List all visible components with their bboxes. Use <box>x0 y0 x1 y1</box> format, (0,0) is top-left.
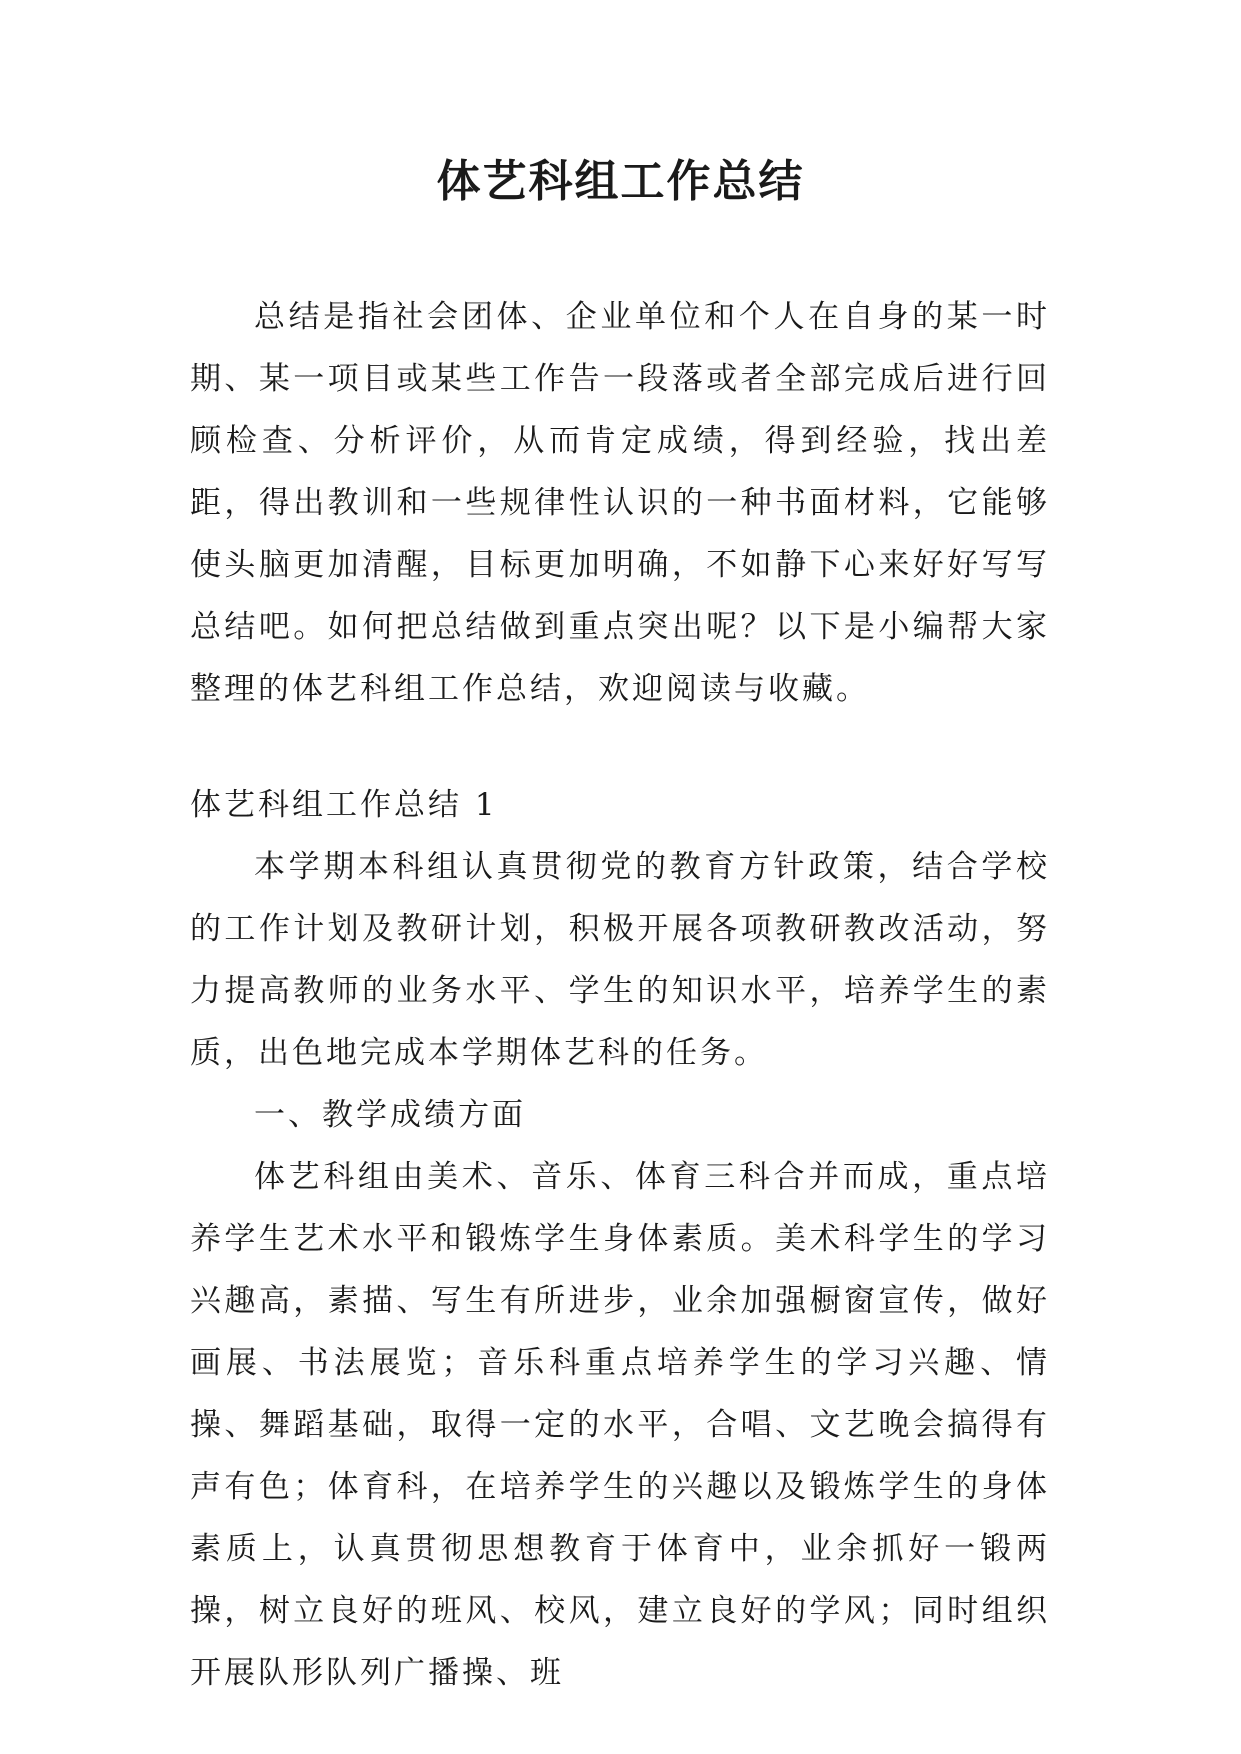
section-gap <box>190 720 1050 774</box>
document-title: 体艺科组工作总结 <box>436 156 805 207</box>
intro-paragraph: 总结是指社会团体、企业单位和个人在自身的某一时期、某一项目或某些工作告一段落或者全部完成后进行回顾检查、分析评价，从而肯定成绩，得到经验，找出差距，得出教训和一些规律性认识的一种书面材料，它能够使头脑更加清醒，目标更加明确，不如静下心来好好写写总结吧。如何把总结做到重点突出呢？以下是小编帮大家整理的体艺科组工作总结，欢迎阅读与收藏。 <box>190 299 1050 707</box>
document-body <box>190 286 1050 1704</box>
paragraph-2: 体艺科组由美术、音乐、体育三科合并而成，重点培养学生艺术水平和锻炼学生身体素质。美术科学生的学习兴趣高，素描、写生有所进步，业余加强橱窗宣传，做好画展、书法展览；音乐科重点培养学生的学习兴趣、情操、舞蹈基础，取得一定的水平，合唱、文艺晚会搞得有声有色；体育科，在培养学生的兴趣以及锻炼学生的身体素质上，认真贯彻思想教育于体育中，业余抓好一锻两操，树立良好的班风、校风，建立良好的学风；同时组织开展队形队列广播操、班 <box>190 1159 1050 1691</box>
section-heading: 体艺科组工作总结 1 <box>190 787 498 823</box>
subheading-teaching-results: 一、教学成绩方面 <box>254 1097 526 1133</box>
paragraph-1: 本学期本科组认真贯彻党的教育方针政策，结合学校的工作计划及教研计划，积极开展各项教研教改活动，努力提高教师的业务水平、学生的知识水平，培养学生的素质，出色地完成本学期体艺科的任务。 <box>190 849 1050 1071</box>
